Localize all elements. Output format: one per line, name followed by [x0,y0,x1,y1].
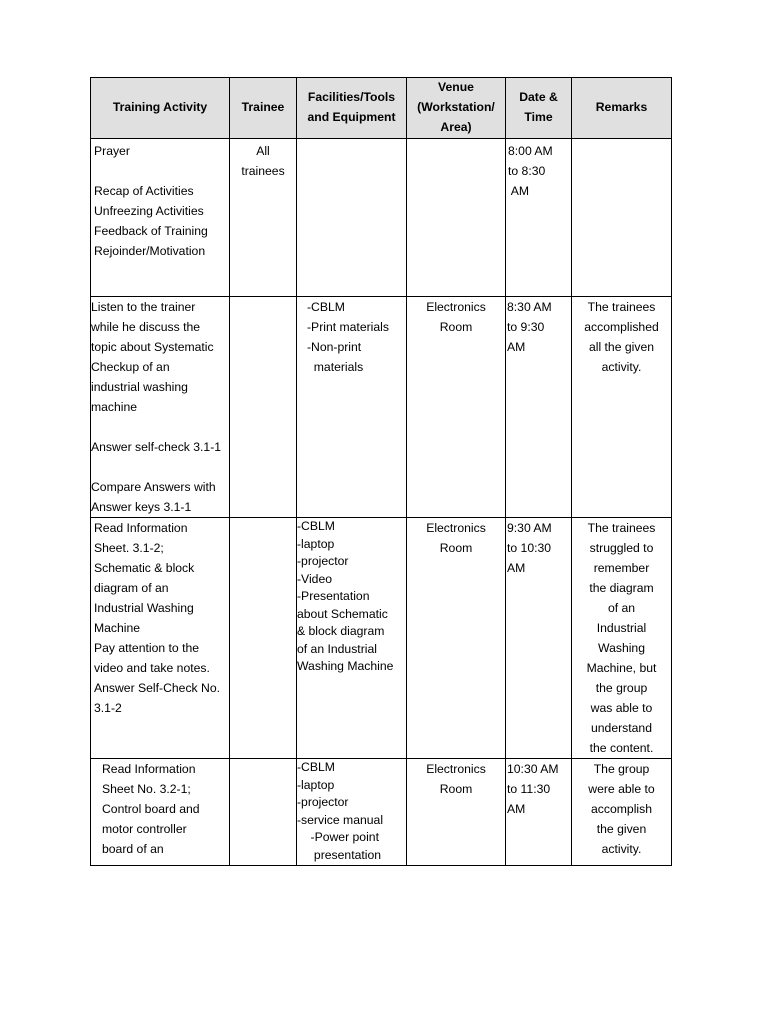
cell-text-line: the group [595,681,648,695]
cell-text-line: The group [593,762,650,776]
cell-text-line: The trainees [587,300,656,314]
cell-lines [572,518,671,758]
cell-text-line: Answer self-check 3.1-1 [91,440,222,454]
cell-facilities [297,759,407,866]
cell-text-line: Compare Answers with [91,480,216,494]
cell-text-line: about Schematic [297,606,388,621]
header-training-activity [91,78,230,139]
cell-text-line: Control board and [102,802,200,816]
cell-text-line [91,417,229,437]
cell-text-line: -CBLM [307,300,345,314]
cell-text-line: -Video [297,571,333,586]
cell-text-line: to 9:30 [507,320,545,334]
cell-text-line: Feedback of Training [94,224,208,238]
header-venue [407,78,506,139]
cell-text-line: of an [607,601,636,615]
table-header-row [91,78,672,139]
cell-lines [572,297,671,377]
cell-text-line: -projector [297,795,349,809]
cell-text-line: Trainee [241,100,285,114]
cell-text-line: (Workstation/ [417,100,495,114]
cell-text-line: Washing [598,641,645,655]
cell-text-line: 8:30 AM [507,300,552,314]
cell-text-line: AM [508,184,529,198]
cell-text-line: accomplished [584,320,659,334]
cell-text-line: Unfreezing Activities [94,204,204,218]
cell-text-line: struggled to [589,541,654,555]
cell-text-line: 9:30 AM [507,521,552,535]
cell-text-line: Read Information [94,521,188,535]
cell-facilities [297,139,407,297]
cell-text-line: the content. [589,741,654,755]
cell-text-line: 3.1-2 [94,701,122,715]
cell-text-line [94,161,229,181]
cell-lines [407,297,505,337]
cell-text-line: while he discuss the [91,320,201,334]
cell-text-line: AM [507,561,526,575]
cell-text-line: AM [507,340,526,354]
cell-text-line: Venue [438,80,474,94]
cell-activity [91,139,230,297]
cell-text-line: video and take notes. [94,661,210,675]
header-remarks [572,78,672,139]
cell-venue [407,139,506,297]
cell-facilities [297,518,407,759]
cell-text-line: -Non-print [307,340,362,354]
cell-text-line: Prayer [94,144,130,158]
cell-text-line: presentation [297,847,382,862]
cell-lines [572,98,671,118]
table-row [91,518,672,759]
cell-lines [91,98,229,118]
table-row [91,297,672,518]
cell-trainee [230,518,297,759]
cell-activity [91,518,230,759]
cell-venue [407,759,506,866]
cell-text-line: activity. [601,842,642,856]
cell-text-line: remember [593,561,650,575]
cell-text-line: -CBLM [297,760,335,774]
cell-trainee [230,139,297,297]
cell-text-line: the given [596,822,647,836]
cell-text-line: board of an [102,842,164,856]
cell-text-line: Training Activity [112,100,208,114]
cell-lines [407,518,505,558]
cell-lines [307,297,406,377]
cell-text-line: Electronics [426,762,486,776]
cell-text-line: Machine, but [586,661,657,675]
cell-activity [91,297,230,518]
cell-lines [297,518,406,676]
training-plan-table [90,77,672,866]
cell-lines [507,518,571,578]
cell-text-line: The trainees [587,521,656,535]
cell-text-line: Date & [519,90,558,104]
cell-text-line: of an Industrial [297,641,377,656]
header-facilities [297,78,407,139]
cell-text-line: 8:00 AM [508,144,553,158]
cell-trainee [230,297,297,518]
cell-text-line: Room [439,782,473,796]
cell-text-line: Room [439,541,473,555]
cell-lines [102,759,229,859]
cell-text-line: the diagram [589,581,654,595]
cell-text-line: and Equipment [307,110,396,124]
cell-text-line: motor controller [102,822,187,836]
cell-remarks [572,139,672,297]
cell-text-line: Sheet No. 3.2-1; [102,782,191,796]
cell-text-line: Answer Self-Check No. [94,681,220,695]
cell-text-line: Time [524,110,553,124]
cell-text-line: Electronics [426,300,486,314]
cell-text-line: to 10:30 [507,541,552,555]
cell-date-time [506,759,572,866]
cell-text-line: activity. [601,360,642,374]
cell-text-line: & block diagram [297,624,385,638]
cell-text-line: All [256,144,270,158]
cell-text-line: Industrial Washing [94,601,194,615]
cell-lines [407,78,505,138]
cell-text-line: understand [591,721,652,735]
cell-text-line: Area) [440,120,472,134]
cell-lines [297,88,406,128]
cell-text-line: topic about Systematic [91,340,214,354]
table-row [91,759,672,866]
cell-lines [230,141,296,181]
cell-text-line: Checkup of an [91,360,170,374]
cell-text-line: Sheet. 3.1-2; [94,541,164,555]
cell-remarks [572,297,672,518]
cell-activity [91,759,230,866]
cell-text-line: Recap of Activities [94,184,194,198]
cell-text-line: Room [439,320,473,334]
cell-text-line: -laptop [297,777,335,792]
cell-date-time [506,297,572,518]
cell-venue [407,297,506,518]
cell-text-line: Rejoinder/Motivation [94,244,206,258]
cell-trainee [230,759,297,866]
cell-date-time [506,518,572,759]
cell-text-line: to 11:30 [507,782,551,796]
cell-text-line: Pay attention to the [94,641,200,655]
cell-remarks [572,518,672,759]
cell-text-line: materials [307,360,364,374]
header-trainee [230,78,297,139]
cell-lines [572,759,671,859]
cell-text-line: Remarks [595,100,648,114]
cell-lines [230,98,296,118]
cell-lines [297,759,406,864]
cell-text-line: Read Information [102,762,196,776]
cell-text-line: -service manual [297,812,384,827]
cell-text-line: -laptop [297,536,335,551]
cell-text-line [91,457,229,477]
cell-text-line: Machine [94,621,141,635]
cell-text-line: Industrial [596,621,647,635]
cell-text-line: were able to [588,782,655,796]
cell-text-line: machine [91,400,138,414]
cell-text-line: -Power point [297,830,379,844]
cell-lines [407,759,505,799]
cell-text-line: -CBLM [297,519,335,533]
cell-text-line: Washing Machine [297,659,394,673]
cell-date-time [506,139,572,297]
cell-text-line: -Presentation [297,589,370,603]
header-date-time [506,78,572,139]
cell-lines [94,141,229,261]
cell-text-line: Listen to the trainer [91,300,196,314]
cell-lines [506,88,571,128]
table-row [91,139,672,297]
cell-text-line: 10:30 AM [507,762,559,776]
cell-text-line: accomplish [591,802,652,816]
cell-lines [94,518,229,718]
cell-remarks [572,759,672,866]
cell-text-line: Facilities/Tools [307,90,396,104]
cell-lines [91,297,229,517]
cell-text-line: was able to [590,701,653,715]
cell-lines [507,297,571,357]
cell-lines [507,759,571,819]
cell-text-line: diagram of an [94,581,169,595]
cell-text-line: Schematic & block [94,561,195,575]
cell-text-line: Electronics [426,521,486,535]
cell-text-line: Answer keys 3.1-1 [91,500,192,514]
cell-text-line: industrial washing [91,380,188,394]
cell-facilities [297,297,407,518]
cell-text-line: trainees [241,164,285,178]
cell-venue [407,518,506,759]
cell-text-line: all the given [588,340,655,354]
cell-lines [508,141,571,201]
cell-text-line: -projector [297,554,349,568]
cell-text-line: -Print materials [307,320,389,334]
cell-text-line: AM [507,802,526,816]
cell-text-line: to 8:30 [508,164,546,178]
